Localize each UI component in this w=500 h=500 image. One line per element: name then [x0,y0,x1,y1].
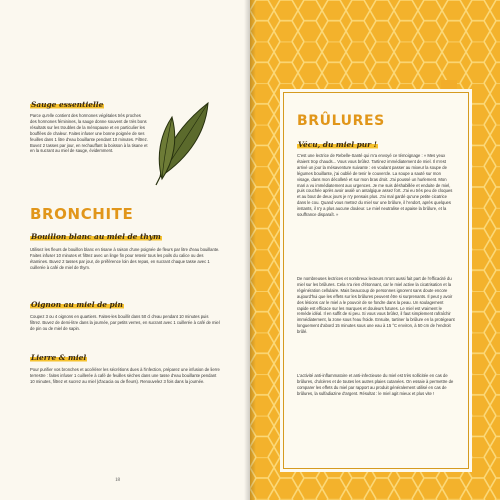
bouillon-heading: Bouillon blanc au miel de thym [31,232,161,241]
vecu-heading: Vécu, du miel pur ! [298,140,377,149]
bouillon-body: Utilisez les fleurs de bouillon blanc en tisane à raison d'une poignée de fleurs par litre d'eau bouillante. Faites infuser 10 minutes et filtrez avec un linge fin pour retenir tous les poils du calice ou des étamines. Buvez 2 tasses par jour, de préférence loin des repas, en sucrant chaque tasse avec 1 cuillerée à café de miel de thym. [30,247,220,270]
sauge-heading: Sauge essentielle [31,100,104,109]
section-title-brulures: BRÛLURES [297,113,385,129]
brulures-body-paragraph-3: L'activité anti-inflammatoire et anti-infectieuse du miel est très sollicitée en cas de brûlures, d'ulcères et de toutes les autres plaies cutanées. On essaie à permettre de comparer les effets du miel par rapport au produit généralement utilisé en cas de brûlures, la sulfadiazine d'argent. Résultat : le miel agit mieux et plus vite ! [297,373,454,396]
content-card [283,92,469,469]
oignon-heading: Oignon au miel de pin [31,300,123,309]
sauge-body: Parce qu'elle contient des hormones végétales très proches des hormones féminines, la sauge donne souvent de très bons résultats sur les troubles de la ménopause et en particulier les bouffées de chaleur. Faites infuser une bonne poignée de ses feuilles dans 1 litre d'eau bouillante pendant 10 minutes. Filtrez. Buvez 2 tasses par jour, en rechauffant la boisson à la tisane et en la sucrant au miel de sauge, évidemment. [30,113,148,154]
lierre-heading: Lierre & miel [31,353,87,362]
lierre-body: Pour purifier vos bronches et accélérer les sécrétions dues à l'infection, préparez une infusion de lierre terrestre : faites infuser 1 cuillerée à café de feuilles sèches dans une tasse d'eau bouillante pendant 10 minutes, filtrez et sucrez au miel (d'acacia ou de fleurs). Renouvelez 3 fois dans la journée. [30,367,220,384]
vecu-body: C'est une lectrice de Rebelle-Santé qui m'a envoyé ce témoignage : « Mes yeux étaient trop chauds... Vous vous brûlez. Tartinez immédiatement de miel. Il m'est arrivé un jour la mésaventure suivante : en voulant passer au mixeur la soupe de légumes bouillante, j'ai oublié de tenir le couvercle. La soupe a sauté sur mon visage, dans mon décolleté et sur mon bras droit. J'ai poussé un hurlement. Mon mari a vu immédiatement aux urgences. Je me suis déshabillée et enduite de miel, puis couchée après avoir avalé un antalgique assez fort. J'ai eu très peu de cloques et au bout de deux jours je n'y pensais plus. J'ai mal gardé qu'une petite cicatrice dans le cou. Quand vous mettez du miel sur une brûlure, il l'endort, après quelques instants, il n'y a plus aucune douleur. Le miel neutralise et apaise la brûlure, et la souffrance disparaît. » [297,153,453,218]
oignon-body: Coupez 3 ou 4 oignons en quartiers. Faites-les bouillir dans 50 cl d'eau pendant 10 minutes puis filtrez. Buvez de demi-litre dans la journée, par petits verres, en sucrant avec 1 cuillerée à café de miel de pin ou de miel de sapin. [30,314,220,331]
page-number: 18 [115,478,120,483]
section-title-bronchite: BRONCHITE [30,205,134,223]
book-gutter-shadow [244,0,256,500]
brulures-body-paragraph-2: De nombreuses lectrices et nombreux lecteurs m'ont aussi fait part de l'efficacité du miel sur les brûlures. Cela n'a rien d'étonnant, car le miel active la cicatrisation et la régénération cellulaire. Mais beaucoup de personnes ignorent sans doute encore aujourd'hui que les effets sur les brûlures peuvent être si surprenants. Il peut y avoir des lésions car le miel a le pouvoir de se fondre dans la peau. Un soulagement rapide est efficace sur les marques et douleurs futures. Le miel est vraiment le remède idéal. Il en suffit de si peu. Si vous vous brûlez, il faut simplement rafraîchir immédiatement, la zone sous l'eau froide. Ensuite, tartiner la brûlure en la protégeant longuement d'abord 15 minutes sous une eau à 15 °C environ, à 50 cm de l'endroit brûlé. [297,276,455,335]
right-page [250,0,500,500]
sage-leaf-illustration [150,95,222,187]
